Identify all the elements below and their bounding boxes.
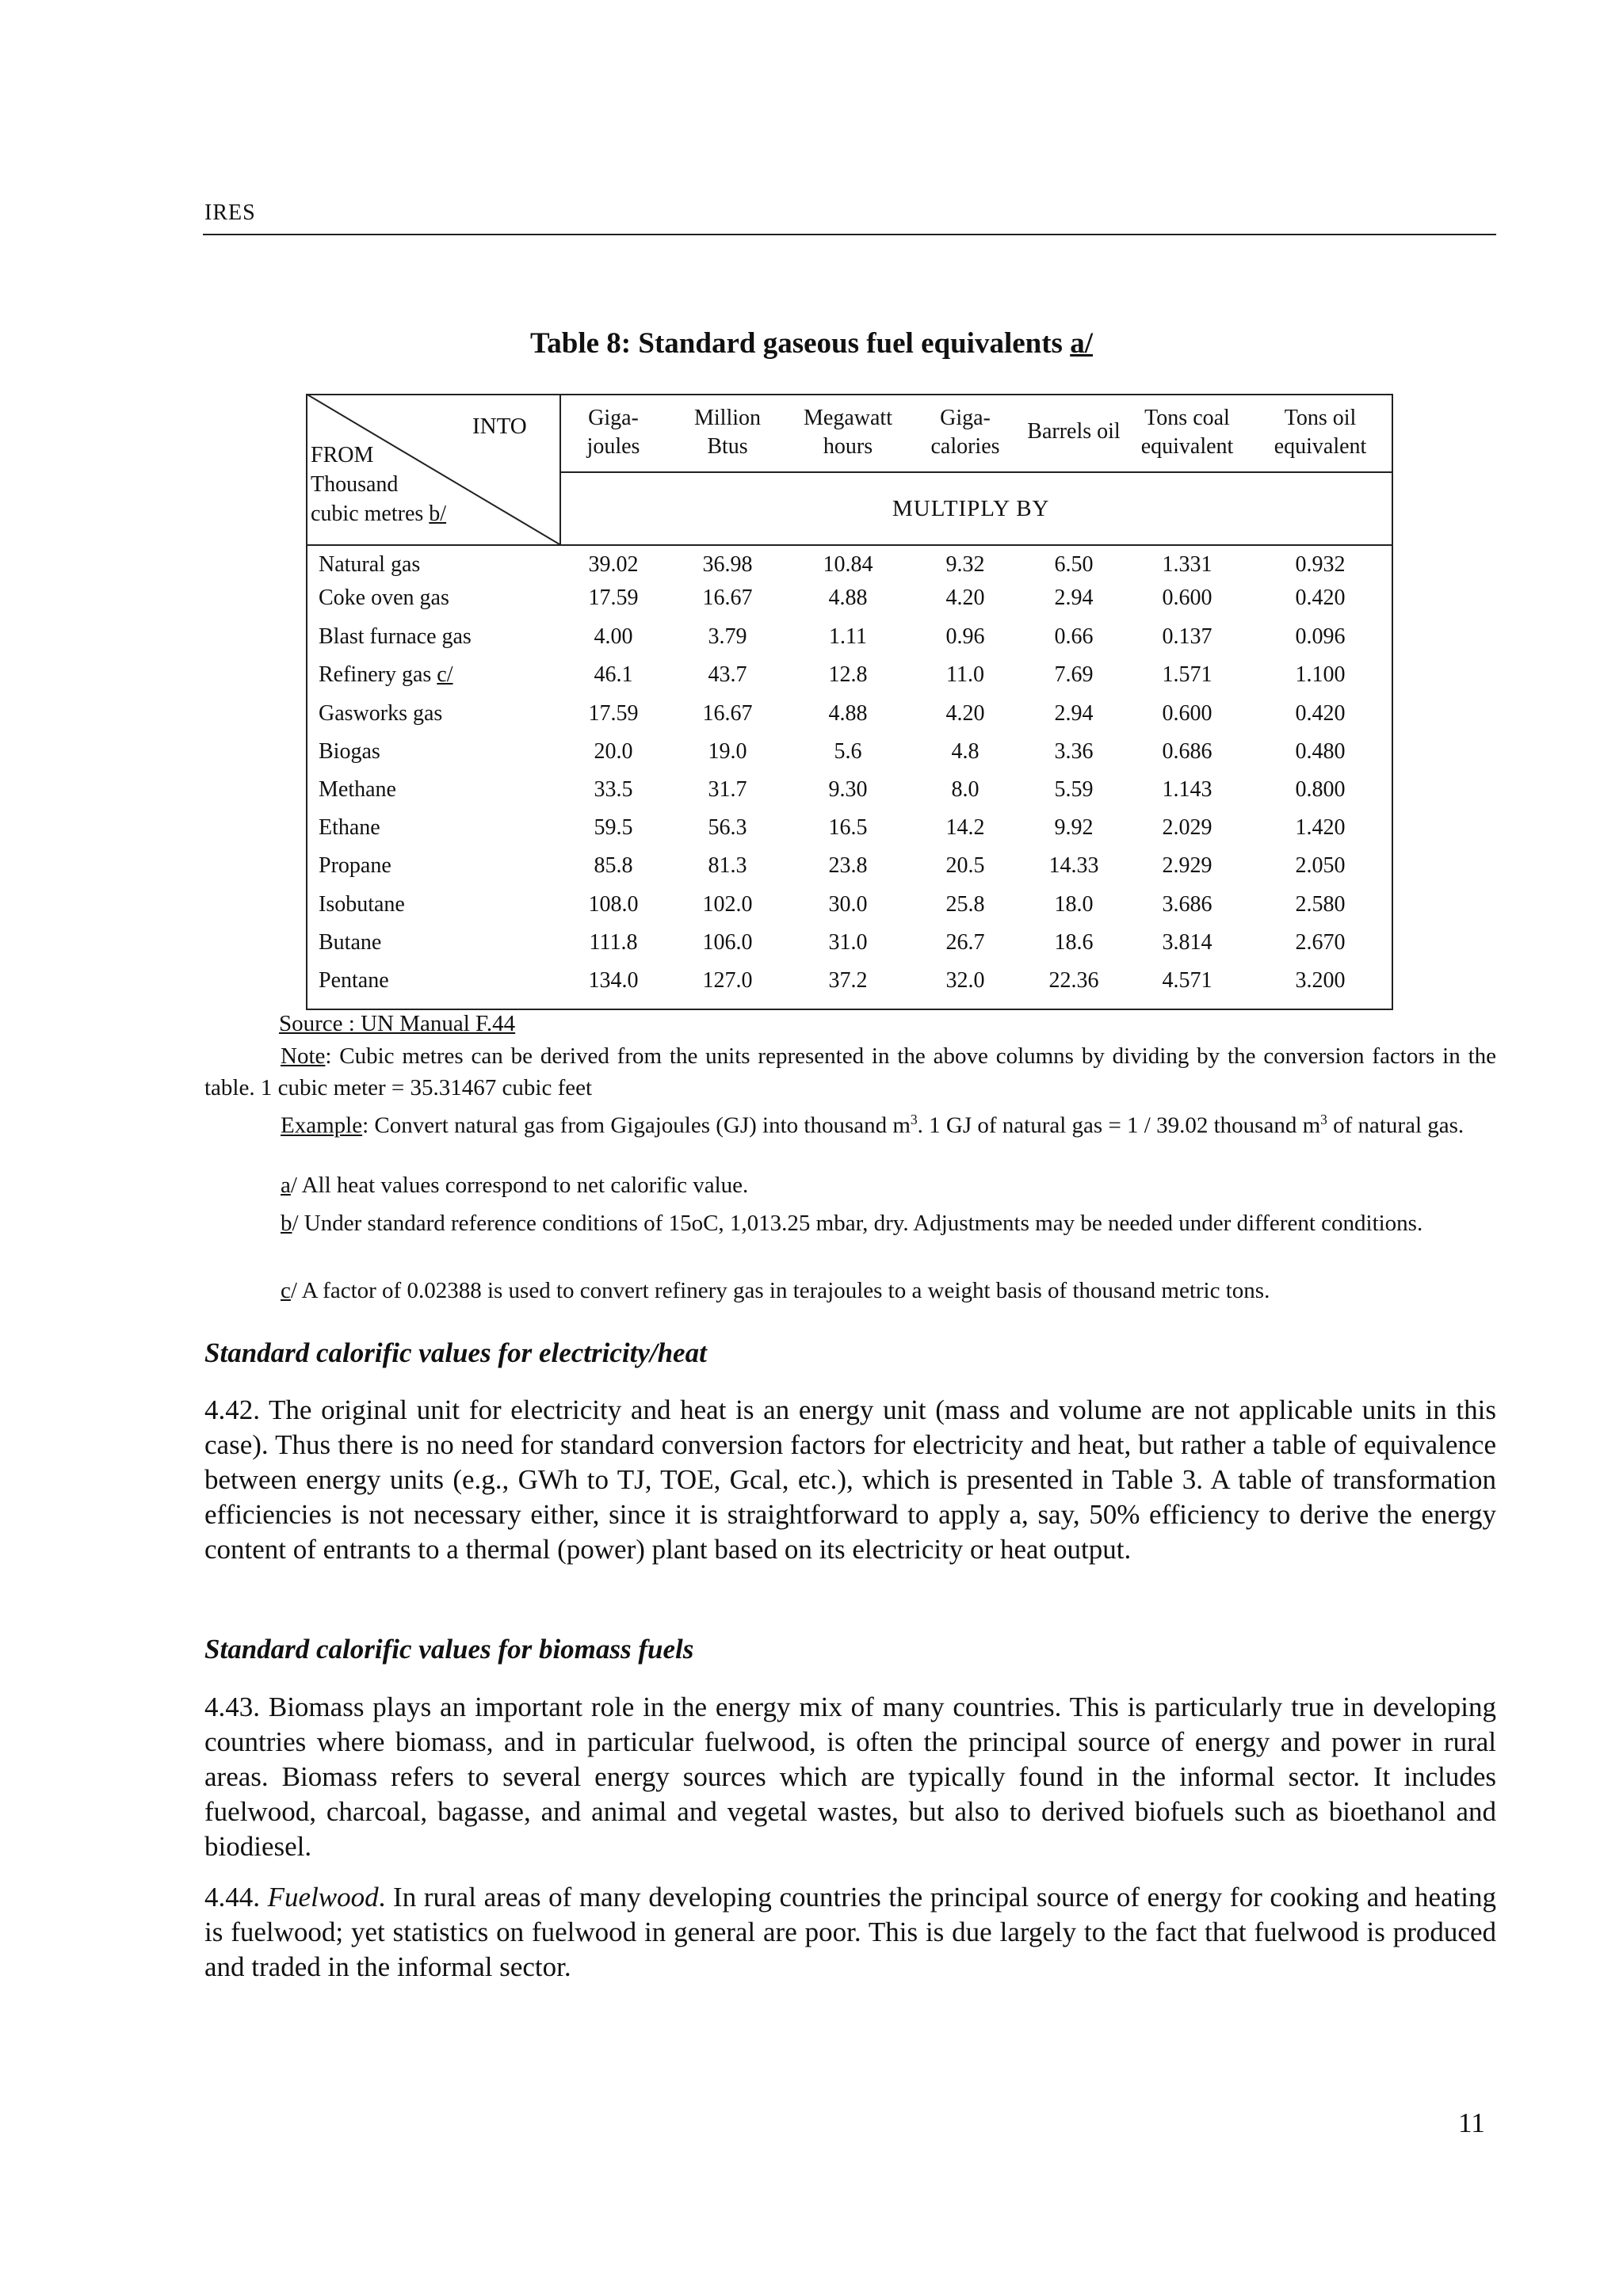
table-cell: 4.88 [828, 701, 868, 726]
table-cell: 3.79 [708, 624, 747, 649]
corner-from-label [311, 441, 446, 528]
table-cell: 111.8 [589, 930, 638, 955]
table-cell: 0.96 [945, 624, 985, 649]
row-label-text: Natural gas [319, 552, 421, 577]
table-cell: 23.8 [828, 853, 868, 878]
table-note [204, 1040, 1496, 1104]
footnote-c-label: c [281, 1278, 291, 1303]
row-label-text: Butane [319, 930, 382, 955]
table-cell: 2.050 [1295, 853, 1346, 878]
note-text: : Cubic metres can be derived from the units represented in the above columns by dividing by the conversion factors in the table. 1 cubic meter = 35.31467 cubic feet [204, 1043, 1496, 1100]
corner-into-label: INTO [472, 414, 527, 439]
table-cell: 33.5 [594, 777, 633, 802]
table-cell: 39.02 [588, 552, 639, 577]
table-cell: 3.200 [1295, 968, 1346, 993]
table-title [0, 326, 1623, 360]
table-cell: 0.137 [1162, 624, 1212, 649]
footnote-b-label: b [281, 1211, 292, 1236]
row-label [319, 853, 391, 879]
row-label [319, 552, 420, 578]
paragraph-4-43: 4.43. Biomass plays an important role in the energy mix of many countries. This is particularly true in developing countries where biomass, and in particular fuelwood, is often the principal source of energy and power in rural areas. Biomass refers to several energy sources which are typically found in the informal sector. It includes fuelwood, charcoal, bagasse, and animal and vegetal wastes, but also to derived biofuels such as bioethanol and biodiesel. [204, 1691, 1496, 1862]
table-cell: 20.5 [945, 853, 985, 878]
table-cell: 102.0 [702, 892, 753, 917]
running-header: IRES [204, 200, 256, 225]
table-cell: 46.1 [594, 662, 633, 687]
table-cell: 4.00 [594, 624, 633, 649]
example-label: Example [281, 1112, 363, 1138]
table-example [204, 1104, 1496, 1142]
table-header-rule [559, 471, 1393, 473]
corner-unit-note: b/ [429, 502, 447, 526]
table-cell: 37.2 [828, 968, 868, 993]
example-sup-1: 3 [910, 1112, 918, 1127]
table-cell: 19.0 [708, 739, 747, 764]
footnote-a-text: / All heat values correspond to net calorific value. [290, 1173, 749, 1198]
table-cell: 1.331 [1162, 552, 1212, 577]
table-cell: 81.3 [708, 853, 747, 878]
table-cell: 0.420 [1295, 585, 1346, 610]
table-cell: 3.686 [1162, 892, 1212, 917]
multiply-by-label: MULTIPLY BY [892, 496, 1050, 521]
table-cell: 26.7 [945, 930, 985, 955]
column-header-line2: joules [586, 434, 640, 459]
row-label-text: Methane [319, 777, 396, 802]
table-cell: 134.0 [588, 968, 639, 993]
column-header-line1: Megawatt [804, 406, 892, 430]
column-header-line1: Million [693, 406, 761, 430]
table-cell: 22.36 [1048, 968, 1099, 993]
table-cell: 5.6 [834, 739, 862, 764]
table-cell: 4.88 [828, 585, 868, 610]
table-cell: 6.50 [1054, 552, 1094, 577]
table-cell: 17.59 [588, 585, 639, 610]
table-cell: 4.8 [951, 739, 980, 764]
table-cell: 9.30 [828, 777, 868, 802]
table-cell: 14.33 [1048, 853, 1099, 878]
row-label [319, 662, 453, 688]
page-number: 11 [1458, 2107, 1485, 2138]
table-cell: 11.0 [946, 662, 984, 687]
table-cell: 31.7 [708, 777, 747, 802]
row-label-text: Gasworks gas [319, 701, 443, 726]
table-cell: 5.59 [1054, 777, 1094, 802]
column-header-line1: Giga- [588, 406, 639, 430]
table-cell: 18.6 [1054, 930, 1094, 955]
table-cell: 0.600 [1162, 585, 1212, 610]
row-label-text: Ethane [319, 815, 380, 840]
table-cell: 32.0 [945, 968, 985, 993]
footnote-b [204, 1207, 1496, 1239]
table-cell: 31.0 [828, 930, 868, 955]
row-label [319, 815, 380, 841]
table-cell: 9.92 [1054, 815, 1094, 840]
table-cell: 36.98 [702, 552, 753, 577]
table-cell: 4.571 [1162, 968, 1212, 993]
example-text-3: of natural gas. [1327, 1112, 1465, 1138]
section-heading-biomass: Standard calorific values for biomass fuels [204, 1634, 694, 1665]
p444-text: . In rural areas of many developing countries the principal source of energy for cooking and heating is fuelwood; yet statistics on fuelwood in general are poor. This is due largely to the fact that fuelwood is produced and traded in the informal sector. [204, 1882, 1497, 1982]
table-cell: 0.800 [1295, 777, 1346, 802]
column-header-line1: Barrels oil [1027, 419, 1121, 444]
column-header-line2: calories [930, 434, 1000, 459]
table-cell: 108.0 [588, 892, 639, 917]
table-cell: 2.029 [1162, 815, 1212, 840]
table-cell: 56.3 [708, 815, 747, 840]
note-label: Note [281, 1043, 326, 1069]
table-cell: 14.2 [945, 815, 985, 840]
column-header-line2: equivalent [1140, 434, 1234, 459]
row-label-text: Biogas [319, 739, 380, 764]
table-cell: 30.0 [828, 892, 868, 917]
table-cell: 9.32 [945, 552, 985, 577]
table-cell: 1.143 [1162, 777, 1212, 802]
example-text-1: : Convert natural gas from Gigajoules (GJ) into thousand m [362, 1112, 911, 1138]
row-label [319, 585, 449, 611]
p444-number: 4.44. [204, 1882, 268, 1913]
example-sup-2: 3 [1320, 1112, 1327, 1127]
table-cell: 59.5 [594, 815, 633, 840]
paragraph-4-42: 4.42. The original unit for electricity and heat is an energy unit (mass and volume are not applicable units in this case). Thus there is no need for standard conversion factors for electricity and heat, but rather a table of equivalence between energy units (e.g., GWh to TJ, TOE, Gcal, etc.), which is presented in Table 3. A table of transformation efficiencies is not necessary either, since it is straightforward to apply a, say, 50% efficiency to derive the energy content of entrants to a thermal (power) plant based on its electricity or heat output. [204, 1394, 1496, 1565]
table-cell: 10.84 [823, 552, 873, 577]
example-text-2: . 1 GJ of natural gas = 1 / 39.02 thousand m [917, 1112, 1321, 1138]
table-cell: 2.94 [1054, 701, 1094, 726]
corner-unit-line1: Thousand [311, 472, 399, 497]
corner-from: FROM [311, 443, 374, 467]
table-title-text: Table 8: Standard gaseous fuel equivalents [530, 327, 1063, 360]
section-heading-electricity: Standard calorific values for electricity/heat [204, 1337, 707, 1368]
table-cell: 0.686 [1162, 739, 1212, 764]
row-label [319, 892, 405, 917]
row-label-text: Coke oven gas [319, 585, 449, 610]
table-cell: 0.480 [1295, 739, 1346, 764]
table-cell: 4.20 [945, 701, 985, 726]
row-label-text: Blast furnace gas [319, 624, 472, 649]
row-label-text: Refinery gas [319, 662, 432, 687]
table-cell: 16.67 [702, 701, 753, 726]
table-cell: 2.670 [1295, 930, 1346, 955]
table-cell: 18.0 [1054, 892, 1094, 917]
table-cell: 12.8 [828, 662, 868, 687]
header-rule [203, 234, 1496, 235]
table-cell: 4.20 [945, 585, 985, 610]
row-label [319, 624, 472, 650]
table-cell: 25.8 [945, 892, 985, 917]
table-cell: 0.932 [1295, 552, 1346, 577]
corner-unit-line2 [311, 499, 446, 528]
table-cell: 0.600 [1162, 701, 1212, 726]
row-label [319, 739, 380, 765]
row-label-text: Propane [319, 853, 391, 878]
p444-term: Fuelwood [267, 1882, 379, 1913]
row-label [319, 777, 396, 803]
table-cell: 2.929 [1162, 853, 1212, 878]
table-cell: 43.7 [708, 662, 747, 687]
column-header-line1: Tons oil [1284, 406, 1357, 430]
table-cell: 1.571 [1162, 662, 1212, 687]
paragraph-4-44 [204, 1880, 1496, 1985]
table-cell: 0.096 [1295, 624, 1346, 649]
table-cell: 85.8 [594, 853, 633, 878]
table-cell: 0.66 [1054, 624, 1094, 649]
footnote-c-text: / A factor of 0.02388 is used to convert refinery gas in terajoules to a weight basis of thousand metric tons. [290, 1278, 1270, 1303]
table-cell: 106.0 [702, 930, 753, 955]
table-cell: 127.0 [702, 968, 753, 993]
column-header-line1: Tons coal [1144, 406, 1230, 430]
footnote-a-label: a [281, 1173, 291, 1198]
table-cell: 3.36 [1054, 739, 1094, 764]
table-cell: 16.67 [702, 585, 753, 610]
column-header-line2: hours [823, 434, 873, 459]
table-cell: 1.11 [829, 624, 867, 649]
table-cell: 20.0 [594, 739, 633, 764]
row-label [319, 701, 442, 727]
table-cell: 2.94 [1054, 585, 1094, 610]
table-title-note: a/ [1070, 327, 1093, 360]
corner-unit-text: cubic metres [311, 502, 424, 526]
table-cell: 0.420 [1295, 701, 1346, 726]
row-label-text: Pentane [319, 968, 389, 993]
row-label-note: c/ [437, 662, 453, 687]
table-cell: 7.69 [1054, 662, 1094, 687]
table-cell: 1.100 [1295, 662, 1346, 687]
column-header [1249, 404, 1392, 461]
column-header-line1: Giga- [940, 406, 991, 430]
column-header [1116, 404, 1258, 461]
row-label-text: Isobutane [319, 892, 405, 917]
column-header-line2: equivalent [1274, 434, 1367, 459]
footnote-c [204, 1275, 1496, 1306]
footnote-b-text: / Under standard reference conditions of 15oC, 1,013.25 mbar, dry. Adjustments may be needed under different conditions. [292, 1211, 1423, 1236]
table-cell: 2.580 [1295, 892, 1346, 917]
row-label [319, 930, 381, 955]
table-cell: 8.0 [951, 777, 980, 802]
table-cell: 16.5 [828, 815, 868, 840]
table-cell: 17.59 [588, 701, 639, 726]
table-cell: 3.814 [1162, 930, 1212, 955]
column-header-line2: Btus [707, 434, 748, 459]
table-cell: 1.420 [1295, 815, 1346, 840]
table-source: Source : UN Manual F.44 [279, 1011, 516, 1036]
footnote-a [204, 1169, 1496, 1201]
row-label [319, 968, 389, 994]
